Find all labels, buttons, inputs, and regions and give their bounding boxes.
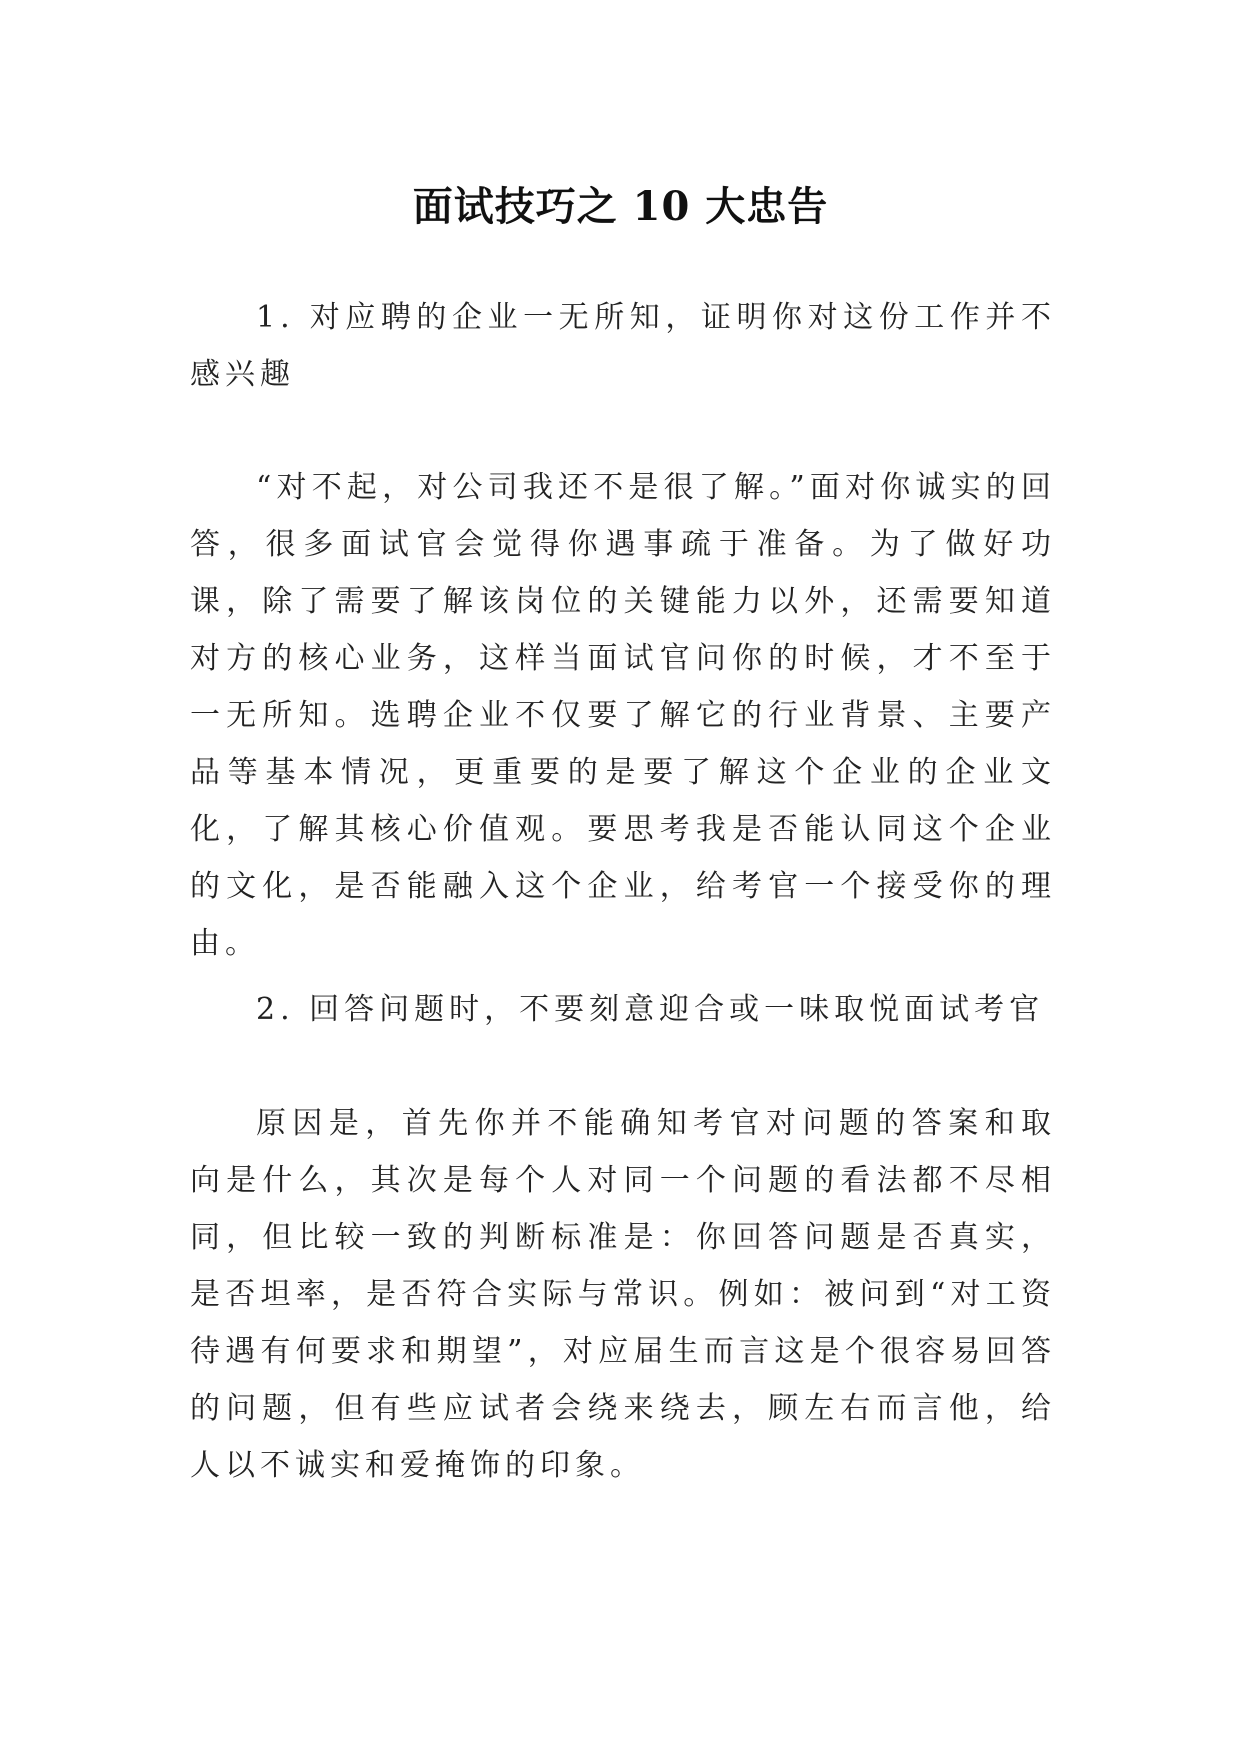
document-title: 面试技巧之 10 大忠告 [412, 182, 829, 230]
section-1-body: “对不起，对公司我还不是很了解。”面对你诚实的回答，很多面试官会觉得你遇事疏于准备。为了做好功课，除了需要了解该岗位的关键能力以外，还需要知道对方的核心业务，这样当面试官问你的时候，才不至于一无所知。选聘企业不仅要了解它的行业背景、主要产品等基本情况，更重要的是要了解这个企业的企业文化，了解其核心价值观。要思考我是否能认同这个企业的文化，是否能融入这个企业，给考官一个接受你的理由。 [190, 470, 1056, 961]
section-2-body: 原因是，首先你并不能确知考官对问题的答案和取向是什么，其次是每个人对同一个问题的看法都不尽相同，但比较一致的判断标准是：你回答问题是否真实，是否坦率，是否符合实际与常识。例如：被问到“对工资待遇有何要求和期望”，对应届生而言这是个很容易回答的问题，但有些应试者会绕来绕去，顾左右而言他，给人以不诚实和爱掩饰的印象。 [190, 1106, 1056, 1483]
section-2-heading: 2. 回答问题时，不要刻意迎合或一味取悦面试考官 [256, 992, 1045, 1027]
section-1-heading: 1. 对应聘的企业一无所知，证明你对这份工作并不感兴趣 [190, 300, 1056, 392]
